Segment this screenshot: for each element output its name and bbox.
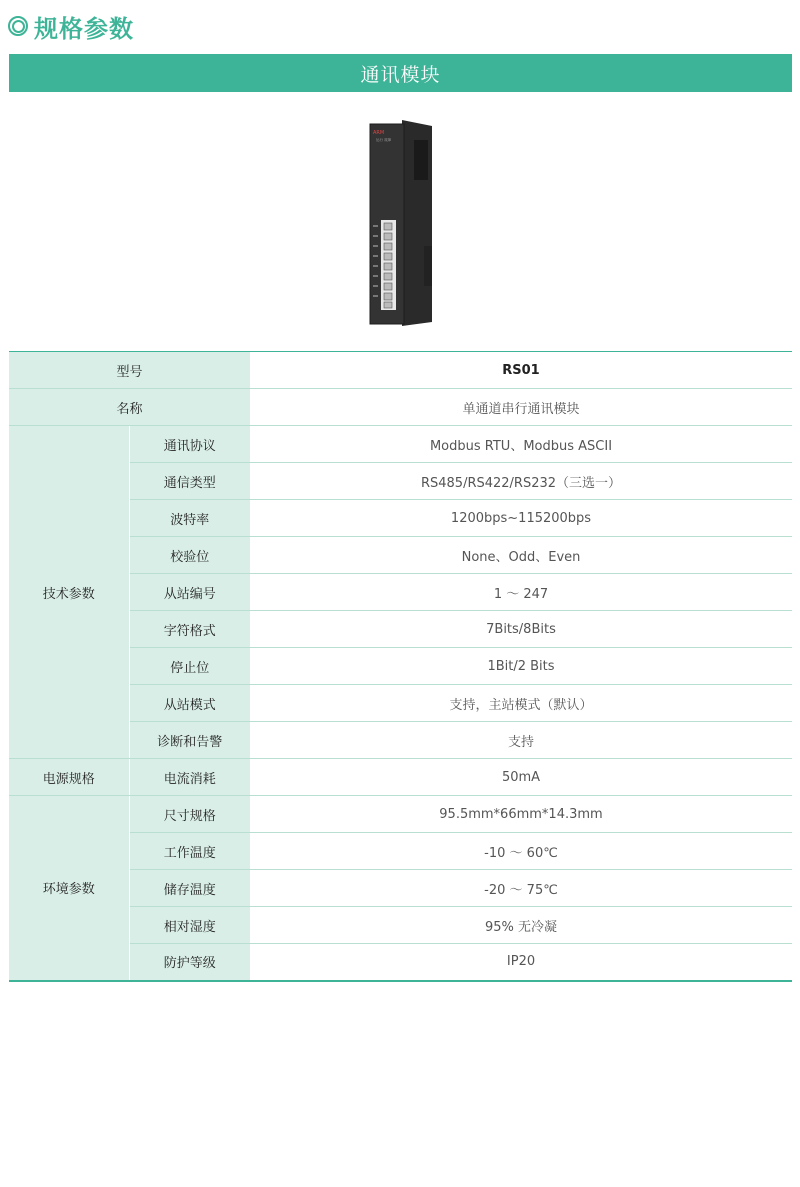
table-row xyxy=(9,352,792,389)
section-heading xyxy=(8,8,134,44)
row-value: 50mA xyxy=(250,759,792,796)
env-params-label: 环境参数 xyxy=(9,796,129,981)
row-value: RS485/RS422/RS232（三选一） xyxy=(250,463,792,500)
target-circle-icon xyxy=(8,16,28,36)
banner-title: 通讯模块 xyxy=(360,63,441,86)
model-value: RS01 xyxy=(250,352,792,389)
row-label: 通讯协议 xyxy=(129,426,250,463)
row-value: None、Odd、Even xyxy=(250,537,792,574)
table-row xyxy=(9,389,792,426)
row-value: -20 ～ 75℃ xyxy=(250,870,792,907)
row-value: 95% 无冷凝 xyxy=(250,907,792,944)
row-label: 储存温度 xyxy=(129,870,250,907)
row-label: 波特率 xyxy=(129,500,250,537)
product-image xyxy=(340,116,460,330)
row-value: IP20 xyxy=(250,944,792,981)
row-value: 95.5mm*66mm*14.3mm xyxy=(250,796,792,833)
spec-table xyxy=(9,351,792,982)
communication-module-device xyxy=(340,116,460,330)
row-value: 1Bit/2 Bits xyxy=(250,648,792,685)
row-label: 工作温度 xyxy=(129,833,250,870)
row-label: 从站模式 xyxy=(129,685,250,722)
row-value: 支持，主站模式（默认） xyxy=(250,685,792,722)
row-label: 尺寸规格 xyxy=(129,796,250,833)
row-label: 从站编号 xyxy=(129,574,250,611)
section-title: 规格参数 xyxy=(34,14,134,43)
model-label: 型号 xyxy=(9,352,250,389)
name-value: 单通道串行通讯模块 xyxy=(250,389,792,426)
table-row xyxy=(9,796,792,833)
name-label: 名称 xyxy=(9,389,250,426)
row-label: 相对湿度 xyxy=(129,907,250,944)
row-value: -10 ～ 60℃ xyxy=(250,833,792,870)
row-label: 诊断和告警 xyxy=(129,722,250,759)
row-label: 字符格式 xyxy=(129,611,250,648)
row-value: 支持 xyxy=(250,722,792,759)
row-label: 通信类型 xyxy=(129,463,250,500)
device-led-labels: 运行 故障 xyxy=(376,138,392,142)
row-label: 防护等级 xyxy=(129,944,250,981)
tech-params-label: 技术参数 xyxy=(9,426,129,759)
row-label: 停止位 xyxy=(129,648,250,685)
row-value: Modbus RTU、Modbus ASCII xyxy=(250,426,792,463)
table-row xyxy=(9,759,792,796)
row-label: 电流消耗 xyxy=(129,759,250,796)
power-spec-label: 电源规格 xyxy=(9,759,129,796)
row-value: 1 ～ 247 xyxy=(250,574,792,611)
product-banner xyxy=(9,54,792,92)
device-logo: ARM xyxy=(373,130,385,136)
table-row xyxy=(9,426,792,463)
row-value: 1200bps~115200bps xyxy=(250,500,792,537)
row-value: 7Bits/8Bits xyxy=(250,611,792,648)
row-label: 校验位 xyxy=(129,537,250,574)
